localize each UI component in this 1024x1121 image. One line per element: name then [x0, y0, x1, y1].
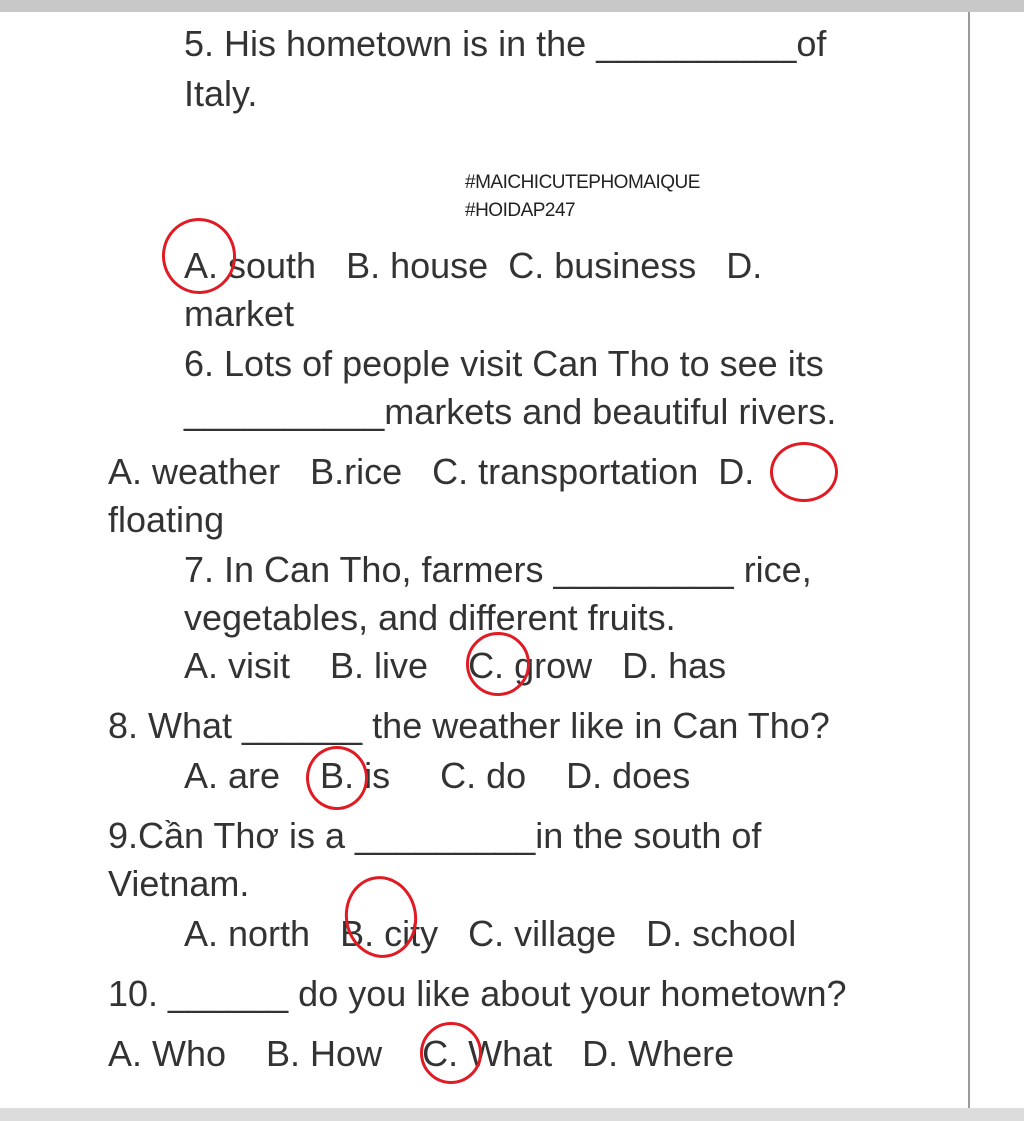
watermark-line1: #MAICHICUTEPHOMAIQUE	[465, 172, 700, 193]
q7-options: A. visit B. live C. grow D. has	[184, 645, 727, 686]
answer-circle-q6	[770, 442, 838, 502]
q6-options-wrap: floating	[108, 499, 225, 540]
answer-circle-q8	[306, 746, 368, 810]
q6-stem-line2: __________markets and beautiful rivers.	[184, 391, 837, 432]
q9-options: A. north B. city C. village D. school	[184, 913, 797, 954]
answer-circle-q7	[466, 632, 530, 696]
q5-options: A. south B. house C. business D.	[184, 245, 763, 286]
q8-stem: 8. What ______ the weather like in Can Tho?	[108, 705, 830, 746]
q5-stem-line2: Italy.	[184, 73, 258, 114]
q8-options: A. are B. is C. do D. does	[184, 755, 691, 796]
q7-stem-line2: vegetables, and different fruits.	[184, 597, 676, 638]
q5-stem-line1: 5. His hometown is in the __________of	[184, 23, 827, 64]
q9-stem-line2: Vietnam.	[108, 863, 250, 904]
q9-stem-line1: 9.Cần Thơ is a _________in the south of	[108, 815, 762, 856]
page-right-border	[968, 12, 970, 1108]
q6-options: A. weather B.rice C. transportation D.	[108, 451, 755, 492]
q5-options-wrap: market	[184, 293, 295, 334]
bottom-edge	[0, 1108, 1024, 1121]
q10-options: A. Who B. How C. What D. Where	[108, 1033, 735, 1074]
q6-stem-line1: 6. Lots of people visit Can Tho to see its	[184, 343, 824, 384]
top-edge	[0, 0, 1024, 12]
answer-circle-q10	[420, 1022, 482, 1084]
watermark-line2: #HOIDAP247	[465, 200, 576, 221]
q10-stem: 10. ______ do you like about your hometown?	[108, 973, 847, 1014]
q7-stem-line1: 7. In Can Tho, farmers _________ rice,	[184, 549, 812, 590]
